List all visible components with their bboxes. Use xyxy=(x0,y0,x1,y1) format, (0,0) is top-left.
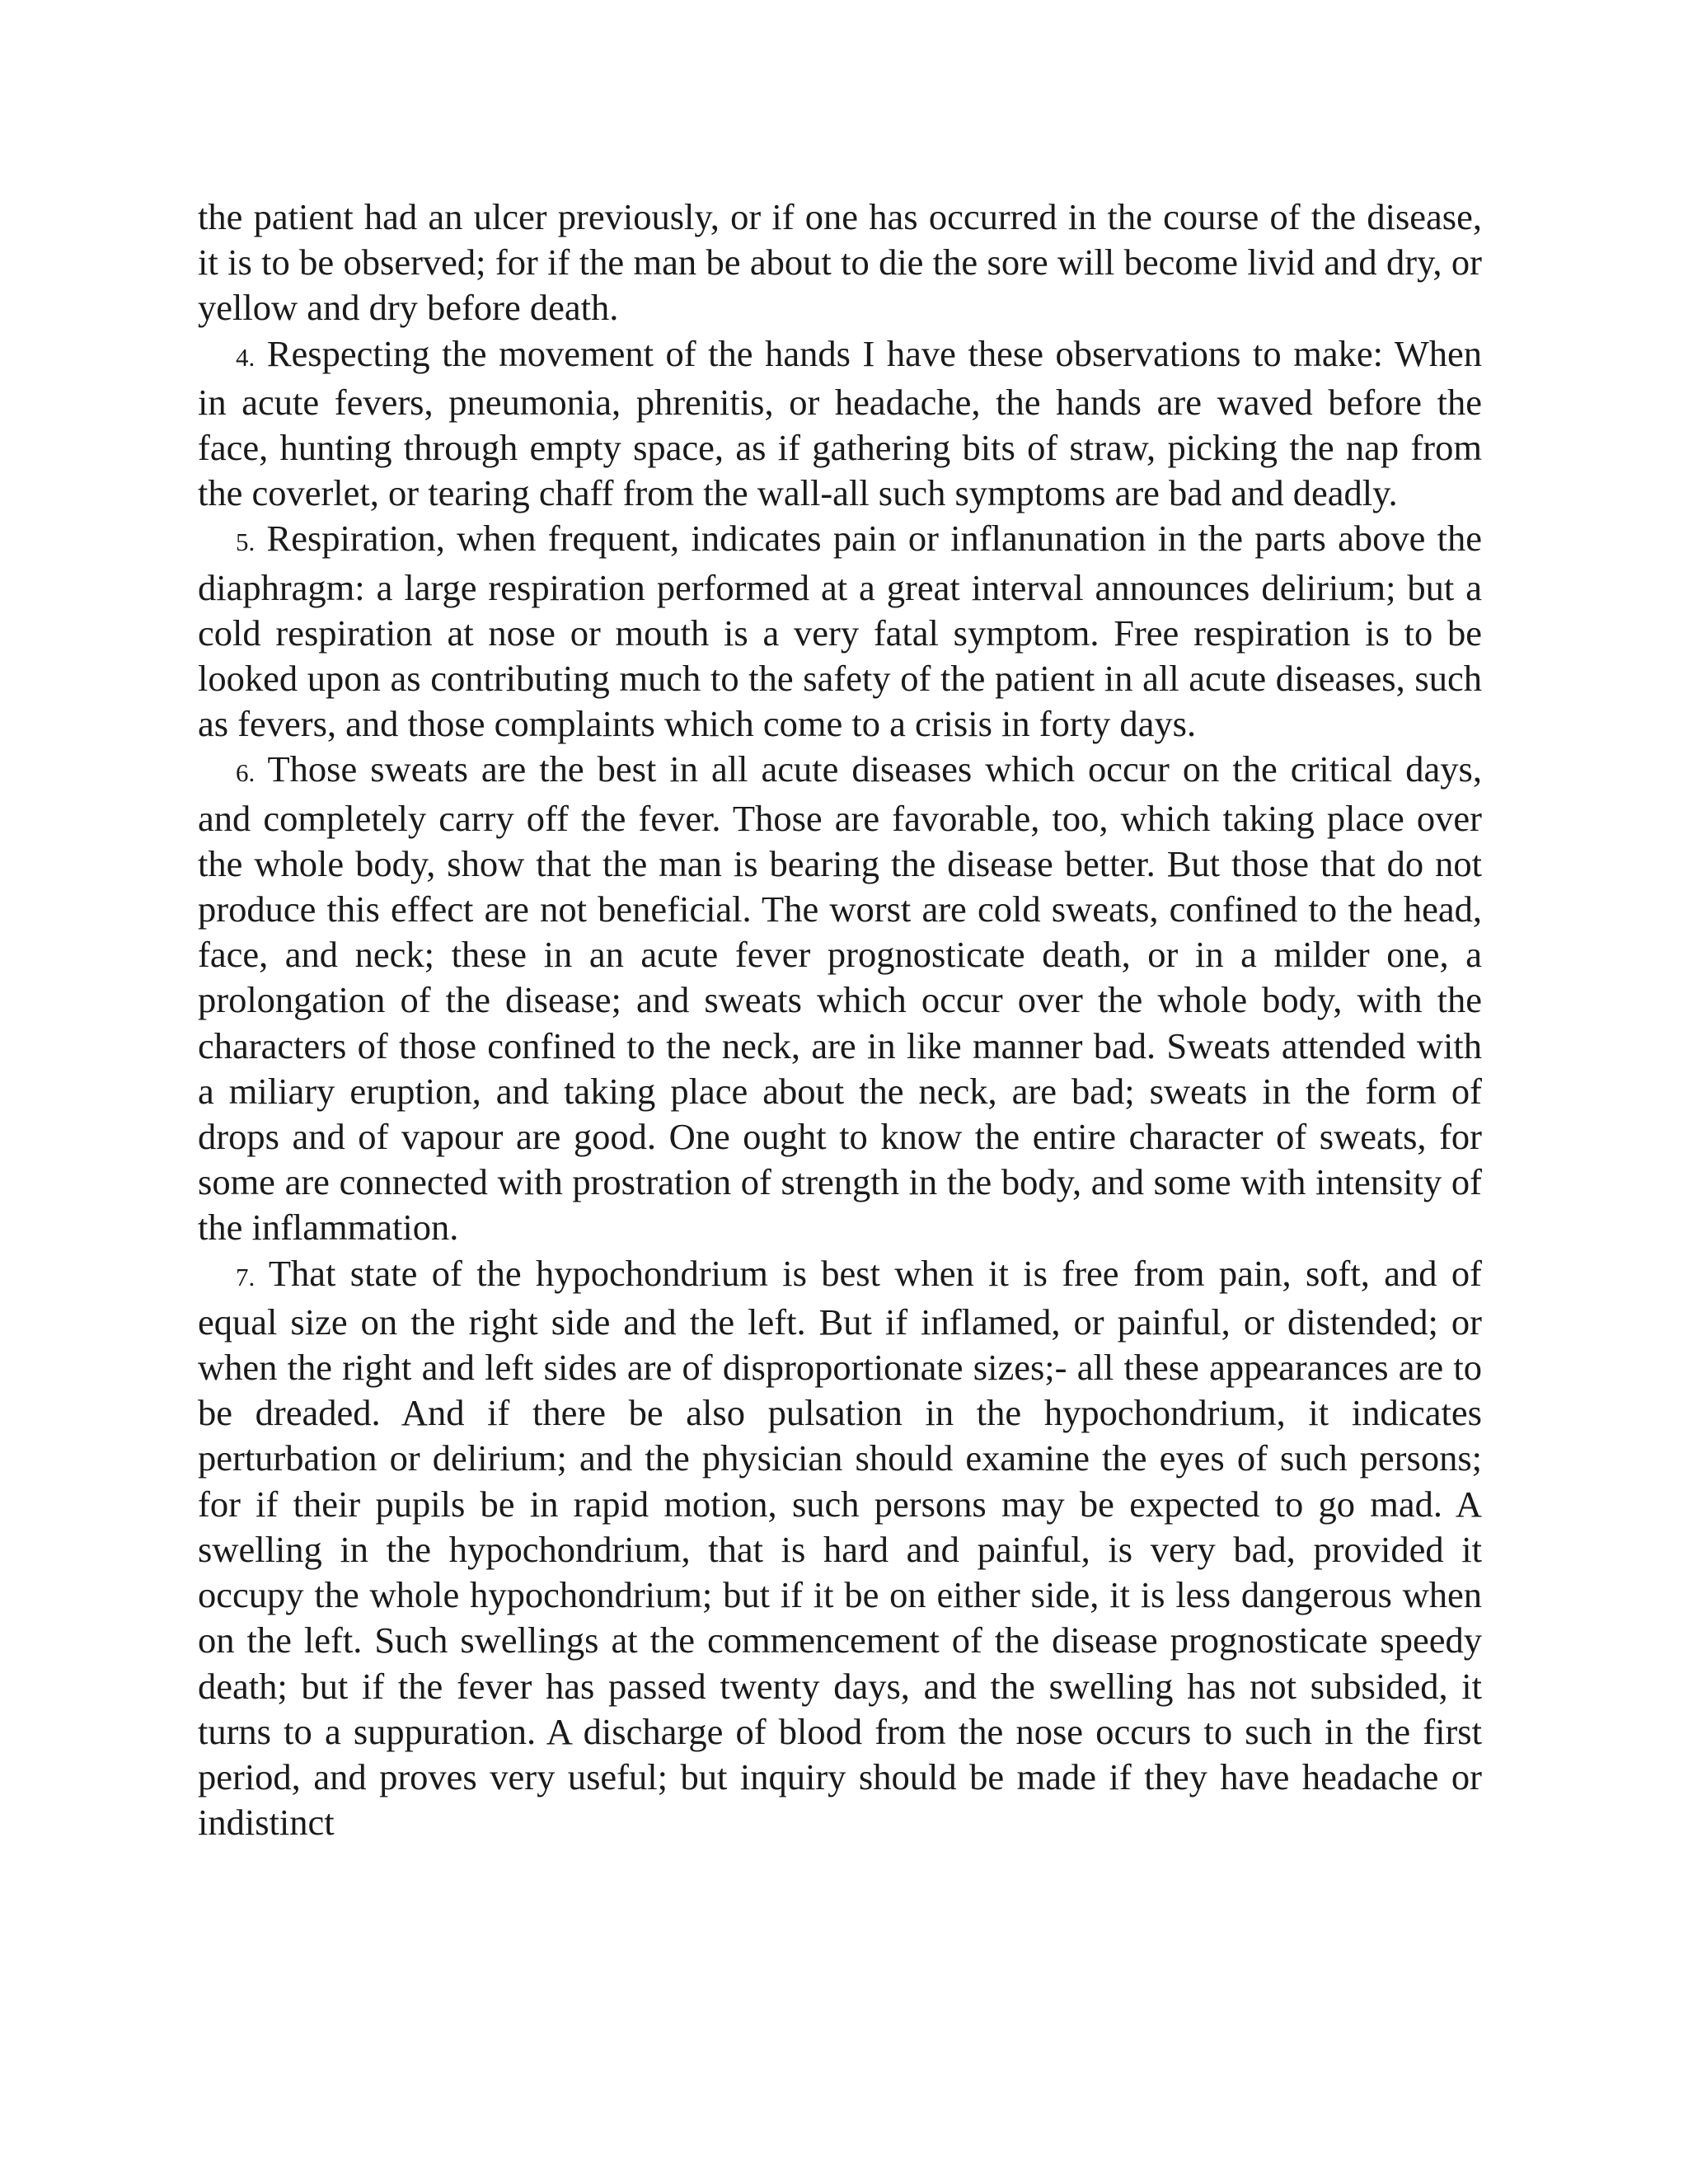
paragraph-text: Those sweats are the best in all acute diseases which occur on the critical days, and completely carry off the fever. Those are favorable, too, which taking place over the whole body, show that the man is bearing the disease better. But those that do not produce this effect are not beneficial. The worst are cold sweats, confined to the head, face, and neck; these in an acute fever prognosticate death, or in a milder one, a prolongation of the disease; and sweats which occur over the whole body, with the characters of those confined to the neck, are in like manner bad. Sweats attended with a miliary eruption, and taking place about the neck, are bad; sweats in the form of drops and of vapour are good. One ought to know the entire character of sweats, for some are connected with prostration of strength in the body, and some with intensity of the inflammation. xyxy=(198,748,1482,1249)
body-text xyxy=(198,194,1482,1845)
paragraph-number: 4. xyxy=(236,342,256,372)
paragraph-number: 7. xyxy=(236,1262,256,1291)
paragraph-number: 5. xyxy=(236,527,256,557)
paragraph-4 xyxy=(198,331,1482,517)
paragraph-5 xyxy=(198,516,1482,747)
paragraph-text: Respiration, when frequent, indicates pain or inflanunation in the parts above the diaphragm: a large respiration performed at a great interval announces delirium; but a cold respiration at nose or mouth is a very fatal symptom. Free respiration is to be looked upon as contributing much to the safety of the patient in all acute diseases, such as fevers, and those complaints which come to a crisis in forty days. xyxy=(198,518,1482,745)
paragraph-6 xyxy=(198,747,1482,1250)
paragraph-continuation xyxy=(198,194,1482,331)
paragraph-7 xyxy=(198,1251,1482,1846)
paragraph-text: the patient had an ulcer previously, or if one has occurred in the course of the disease, it is to be observed; for if the man be about to die the sore will become livid and dry, or yellow and dry before death. xyxy=(198,196,1482,329)
paragraph-number: 6. xyxy=(236,758,256,788)
paragraph-text: Respecting the movement of the hands I have these observations to make: When in acute fevers, pneumonia, phrenitis, or headache, the hands are waved before the face, hunting through empty space, as if gathering bits of straw, picking the nap from the coverlet, or tearing chaff from the wall-all such symptoms are bad and deadly. xyxy=(198,332,1483,514)
paragraph-text: That state of the hypochondrium is best when it is free from pain, soft, and of equal size on the right side and the left. But if inflamed, or painful, or distended; or when the right and left sides are of disproportionate sizes;- all these appearances are to be dreaded. And if there be also pulsation in the hypochondrium, it indicates perturbation or delirium; and the physician should examine the eyes of such persons; for if their pupils be in rapid motion, such persons may be expected to go mad. A swelling in the hypochondrium, that is hard and painful, is very bad, provided it occupy the whole hypochondrium; but if it be on either side, it is less dangerous when on the left. Such swellings at the commencement of the disease prognosticate speedy death; but if the fever has passed twenty days, and the swelling has not subsided, it turns to a suppuration. A discharge of blood from the nose occurs to such in the first period, and proves very useful; but inquiry should be made if they have headache or indistinct xyxy=(198,1252,1482,1844)
